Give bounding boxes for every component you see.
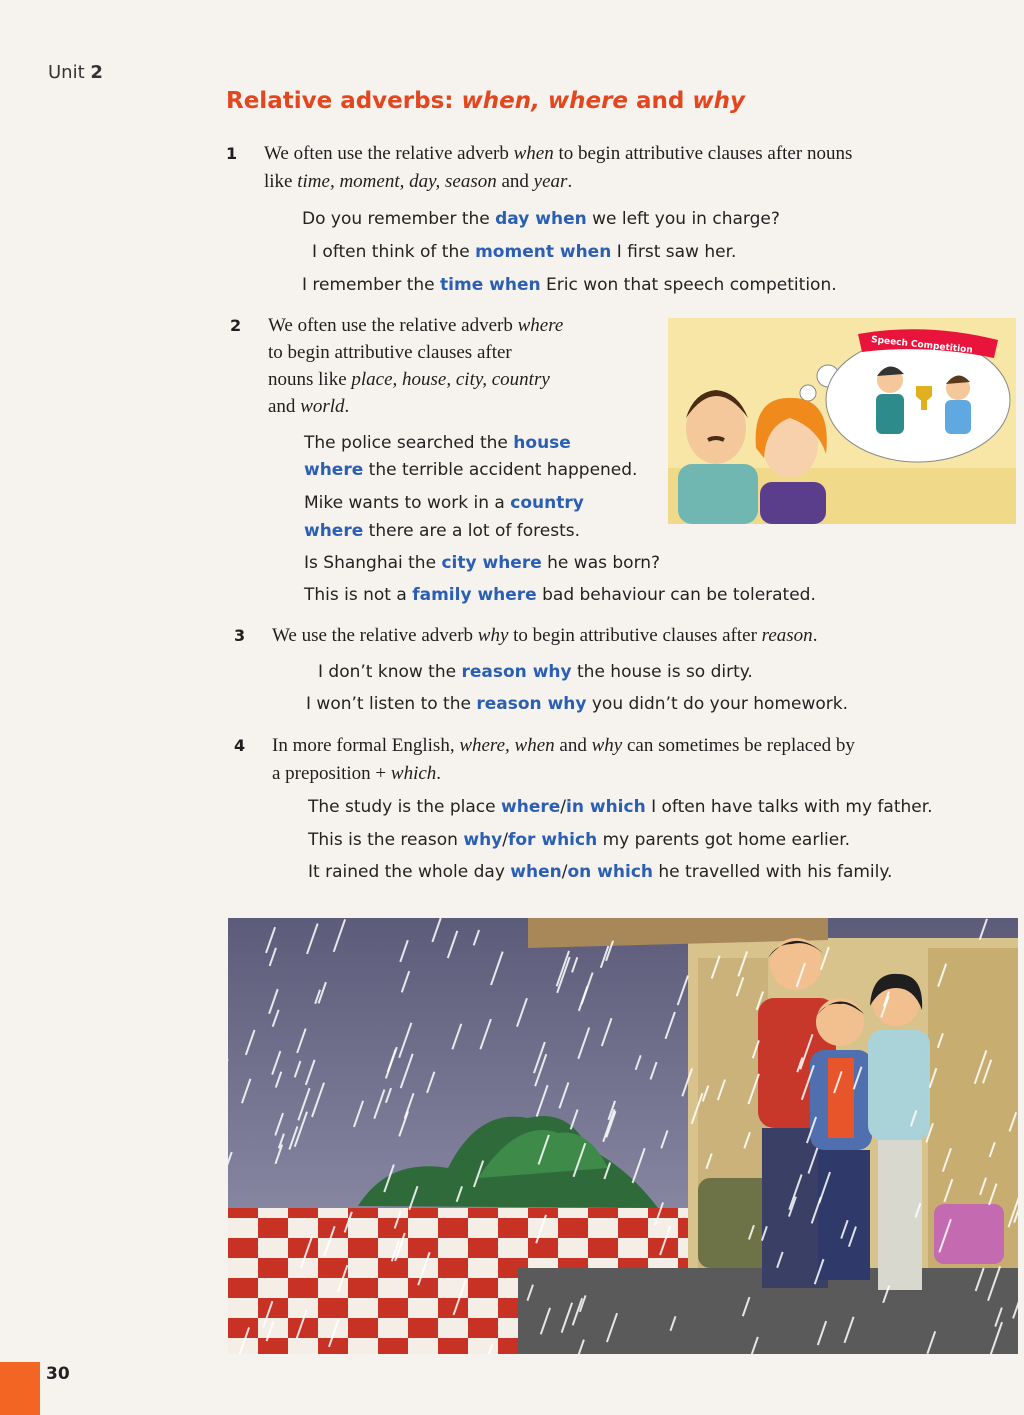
rule-text: and world. [268,396,350,417]
example-sentence: The study is the place where/in which I often have talks with my father. [308,797,933,817]
example-sentence: This is the reason why/for which my parents got home earlier. [308,830,851,850]
example-sentence: where there are a lot of forests. [304,521,580,541]
example-sentence: where the terrible accident happened. [304,460,638,480]
rain-family-illustration [228,918,1018,1354]
rule-number: 4 [234,736,246,755]
unit-label: Unit 2 [48,62,103,83]
speech-competition-illustration [668,318,1016,524]
page-number: 30 [46,1364,70,1384]
rule-number: 1 [226,144,238,163]
rule-number: 2 [230,316,242,335]
example-sentence: I don’t know the reason why the house is so dirty. [318,662,753,682]
rule-3 [234,622,1012,650]
rule-text: nouns like place, house, city, country [268,369,550,390]
rule-text: to begin attributive clauses after [268,342,512,363]
banner-text: Speech Competition [870,335,974,356]
example-sentence: Is Shanghai the city where he was born? [304,553,661,573]
example-sentence: This is not a family where bad behaviour can be tolerated. [304,585,816,605]
rule-4 [234,732,1020,788]
rule-1 [226,140,1024,196]
rule-text: We use the relative adverb why to begin attributive clauses after reason. [272,625,818,646]
rule-2 [230,312,658,420]
rule-text: We often use the relative adverb where [268,315,564,336]
rule-text: like time, moment, day, season and year. [264,171,573,192]
example-sentence: Mike wants to work in a country [304,493,584,513]
page-tab [0,1362,40,1415]
rule-text: We often use the relative adverb when to begin attributive clauses after nouns [264,143,853,164]
rule-number: 3 [234,626,246,645]
example-sentence: I won’t listen to the reason why you didn’t do your homework. [306,694,849,714]
rule-text: a preposition + which. [272,763,442,784]
example-sentence: It rained the whole day when/on which he travelled with his family. [308,862,893,882]
example-sentence: The police searched the house [304,433,571,453]
rule-text: In more formal English, where, when and why can sometimes be replaced by [272,735,855,756]
example-sentence: I often think of the moment when I first saw her. [312,242,737,262]
page-title: Relative adverbs: when, where and why [226,88,746,114]
example-sentence: I remember the time when Eric won that speech competition. [302,275,837,295]
example-sentence: Do you remember the day when we left you in charge? [302,209,780,229]
